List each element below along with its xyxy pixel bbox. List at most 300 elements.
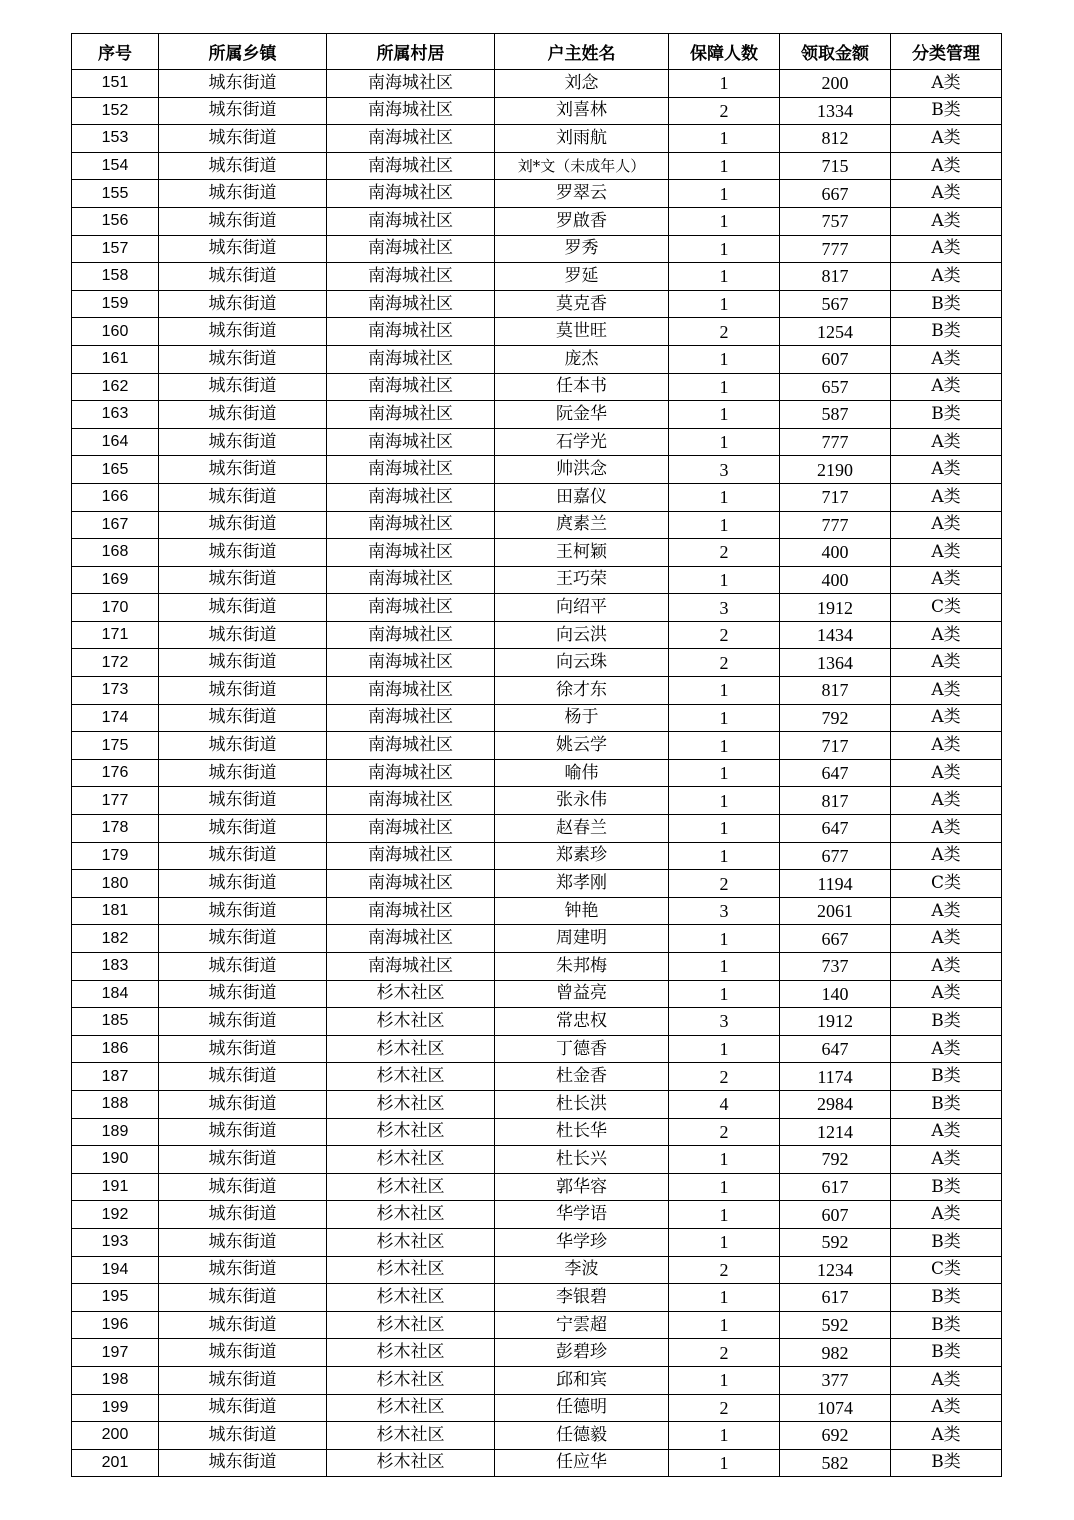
cell-township: 城东街道 bbox=[159, 759, 327, 787]
cell-covered-persons: 1 bbox=[669, 787, 780, 815]
table-row bbox=[72, 1173, 1002, 1201]
cell-village: 南海城社区 bbox=[327, 483, 495, 511]
cell-township: 城东街道 bbox=[159, 1366, 327, 1394]
cell-category: A类 bbox=[891, 345, 1002, 373]
cell-seq: 196 bbox=[72, 1311, 159, 1339]
cell-seq: 170 bbox=[72, 594, 159, 622]
cell-village: 南海城社区 bbox=[327, 815, 495, 843]
cell-covered-persons: 1 bbox=[669, 152, 780, 180]
cell-township: 城东街道 bbox=[159, 235, 327, 263]
cell-category: B类 bbox=[891, 401, 1002, 429]
table-row bbox=[72, 511, 1002, 539]
cell-seq: 189 bbox=[72, 1118, 159, 1146]
cell-seq: 176 bbox=[72, 759, 159, 787]
cell-township: 城东街道 bbox=[159, 1256, 327, 1284]
cell-category: A类 bbox=[891, 1118, 1002, 1146]
cell-seq: 197 bbox=[72, 1339, 159, 1367]
header-seq: 序号 bbox=[72, 34, 159, 70]
cell-covered-persons: 2 bbox=[669, 649, 780, 677]
cell-village: 杉木社区 bbox=[327, 1201, 495, 1229]
cell-category: A类 bbox=[891, 566, 1002, 594]
cell-amount: 792 bbox=[780, 704, 891, 732]
table-row bbox=[72, 566, 1002, 594]
cell-covered-persons: 1 bbox=[669, 566, 780, 594]
cell-amount: 582 bbox=[780, 1449, 891, 1477]
cell-householder-name: 郑素珍 bbox=[495, 842, 669, 870]
table-row bbox=[72, 1228, 1002, 1256]
cell-seq: 153 bbox=[72, 125, 159, 153]
table-row bbox=[72, 1063, 1002, 1091]
cell-householder-name: 王柯颖 bbox=[495, 539, 669, 567]
table-row bbox=[72, 925, 1002, 953]
cell-category: A类 bbox=[891, 180, 1002, 208]
cell-township: 城东街道 bbox=[159, 649, 327, 677]
cell-village: 杉木社区 bbox=[327, 1311, 495, 1339]
cell-covered-persons: 1 bbox=[669, 263, 780, 291]
cell-seq: 179 bbox=[72, 842, 159, 870]
cell-category: A类 bbox=[891, 1146, 1002, 1174]
cell-amount: 777 bbox=[780, 428, 891, 456]
table-row bbox=[72, 1201, 1002, 1229]
header-row bbox=[72, 34, 1002, 70]
cell-covered-persons: 1 bbox=[669, 345, 780, 373]
cell-householder-name: 郭华容 bbox=[495, 1173, 669, 1201]
cell-amount: 692 bbox=[780, 1422, 891, 1450]
cell-category: B类 bbox=[891, 1008, 1002, 1036]
cell-householder-name: 向云洪 bbox=[495, 621, 669, 649]
cell-amount: 377 bbox=[780, 1366, 891, 1394]
cell-covered-persons: 1 bbox=[669, 815, 780, 843]
cell-householder-name: 刘喜林 bbox=[495, 97, 669, 125]
table-row bbox=[72, 704, 1002, 732]
cell-township: 城东街道 bbox=[159, 511, 327, 539]
cell-householder-name: 任本书 bbox=[495, 373, 669, 401]
table-row bbox=[72, 70, 1002, 98]
cell-category: A类 bbox=[891, 483, 1002, 511]
cell-householder-name: 罗秀 bbox=[495, 235, 669, 263]
cell-category: A类 bbox=[891, 235, 1002, 263]
cell-category: A类 bbox=[891, 373, 1002, 401]
cell-township: 城东街道 bbox=[159, 1394, 327, 1422]
cell-village: 杉木社区 bbox=[327, 1090, 495, 1118]
cell-category: A类 bbox=[891, 511, 1002, 539]
cell-covered-persons: 1 bbox=[669, 1311, 780, 1339]
cell-village: 南海城社区 bbox=[327, 787, 495, 815]
cell-covered-persons: 2 bbox=[669, 1063, 780, 1091]
cell-covered-persons: 1 bbox=[669, 290, 780, 318]
table-row bbox=[72, 456, 1002, 484]
cell-township: 城东街道 bbox=[159, 263, 327, 291]
cell-seq: 166 bbox=[72, 483, 159, 511]
cell-householder-name: 杨于 bbox=[495, 704, 669, 732]
cell-amount: 1174 bbox=[780, 1063, 891, 1091]
cell-category: B类 bbox=[891, 1228, 1002, 1256]
cell-householder-name: 宁雲超 bbox=[495, 1311, 669, 1339]
cell-category: A类 bbox=[891, 953, 1002, 981]
cell-amount: 592 bbox=[780, 1311, 891, 1339]
cell-category: A类 bbox=[891, 1394, 1002, 1422]
cell-seq: 190 bbox=[72, 1146, 159, 1174]
cell-householder-name: 郑孝刚 bbox=[495, 870, 669, 898]
cell-category: A类 bbox=[891, 70, 1002, 98]
cell-householder-name: 姚云学 bbox=[495, 732, 669, 760]
cell-householder-name: 向云珠 bbox=[495, 649, 669, 677]
cell-householder-name: 邱和宾 bbox=[495, 1366, 669, 1394]
cell-category: A类 bbox=[891, 152, 1002, 180]
cell-amount: 717 bbox=[780, 732, 891, 760]
cell-category: C类 bbox=[891, 1256, 1002, 1284]
cell-township: 城东街道 bbox=[159, 180, 327, 208]
cell-category: B类 bbox=[891, 1311, 1002, 1339]
cell-category: B类 bbox=[891, 1449, 1002, 1477]
cell-covered-persons: 1 bbox=[669, 1366, 780, 1394]
table-row bbox=[72, 677, 1002, 705]
cell-category: A类 bbox=[891, 649, 1002, 677]
cell-covered-persons: 1 bbox=[669, 1146, 780, 1174]
cell-township: 城东街道 bbox=[159, 953, 327, 981]
cell-amount: 200 bbox=[780, 70, 891, 98]
cell-covered-persons: 2 bbox=[669, 1256, 780, 1284]
table-row bbox=[72, 1090, 1002, 1118]
cell-village: 杉木社区 bbox=[327, 1394, 495, 1422]
cell-householder-name: 杜长洪 bbox=[495, 1090, 669, 1118]
cell-amount: 140 bbox=[780, 980, 891, 1008]
table-row bbox=[72, 401, 1002, 429]
cell-category: A类 bbox=[891, 677, 1002, 705]
cell-covered-persons: 2 bbox=[669, 539, 780, 567]
cell-township: 城东街道 bbox=[159, 1311, 327, 1339]
cell-householder-name: 石学光 bbox=[495, 428, 669, 456]
cell-village: 杉木社区 bbox=[327, 1228, 495, 1256]
cell-householder-name: 常忠权 bbox=[495, 1008, 669, 1036]
cell-covered-persons: 1 bbox=[669, 842, 780, 870]
cell-seq: 155 bbox=[72, 180, 159, 208]
cell-category: A类 bbox=[891, 1201, 1002, 1229]
cell-seq: 174 bbox=[72, 704, 159, 732]
cell-village: 南海城社区 bbox=[327, 290, 495, 318]
cell-amount: 817 bbox=[780, 787, 891, 815]
cell-township: 城东街道 bbox=[159, 1146, 327, 1174]
cell-amount: 777 bbox=[780, 235, 891, 263]
cell-amount: 1214 bbox=[780, 1118, 891, 1146]
cell-householder-name: 徐才东 bbox=[495, 677, 669, 705]
cell-seq: 182 bbox=[72, 925, 159, 953]
cell-seq: 199 bbox=[72, 1394, 159, 1422]
cell-covered-persons: 2 bbox=[669, 318, 780, 346]
cell-category: A类 bbox=[891, 1366, 1002, 1394]
table-row bbox=[72, 1118, 1002, 1146]
table-body bbox=[72, 70, 1002, 1477]
cell-seq: 193 bbox=[72, 1228, 159, 1256]
cell-amount: 777 bbox=[780, 511, 891, 539]
cell-township: 城东街道 bbox=[159, 97, 327, 125]
table-row bbox=[72, 842, 1002, 870]
cell-seq: 163 bbox=[72, 401, 159, 429]
cell-covered-persons: 1 bbox=[669, 1284, 780, 1312]
cell-householder-name: 杜金香 bbox=[495, 1063, 669, 1091]
cell-category: A类 bbox=[891, 897, 1002, 925]
cell-village: 南海城社区 bbox=[327, 263, 495, 291]
cell-seq: 169 bbox=[72, 566, 159, 594]
cell-covered-persons: 1 bbox=[669, 401, 780, 429]
cell-covered-persons: 1 bbox=[669, 925, 780, 953]
cell-category: A类 bbox=[891, 456, 1002, 484]
cell-village: 南海城社区 bbox=[327, 897, 495, 925]
table-row bbox=[72, 759, 1002, 787]
table-row bbox=[72, 539, 1002, 567]
cell-village: 南海城社区 bbox=[327, 925, 495, 953]
cell-township: 城东街道 bbox=[159, 1090, 327, 1118]
cell-seq: 191 bbox=[72, 1173, 159, 1201]
cell-amount: 657 bbox=[780, 373, 891, 401]
cell-amount: 677 bbox=[780, 842, 891, 870]
cell-township: 城东街道 bbox=[159, 456, 327, 484]
cell-township: 城东街道 bbox=[159, 428, 327, 456]
cell-amount: 982 bbox=[780, 1339, 891, 1367]
cell-seq: 156 bbox=[72, 207, 159, 235]
cell-seq: 185 bbox=[72, 1008, 159, 1036]
cell-covered-persons: 1 bbox=[669, 732, 780, 760]
cell-township: 城东街道 bbox=[159, 1201, 327, 1229]
table-row bbox=[72, 1311, 1002, 1339]
cell-category: A类 bbox=[891, 842, 1002, 870]
cell-village: 南海城社区 bbox=[327, 345, 495, 373]
cell-township: 城东街道 bbox=[159, 787, 327, 815]
cell-amount: 812 bbox=[780, 125, 891, 153]
cell-township: 城东街道 bbox=[159, 125, 327, 153]
cell-householder-name: 莫克香 bbox=[495, 290, 669, 318]
cell-covered-persons: 1 bbox=[669, 373, 780, 401]
cell-seq: 152 bbox=[72, 97, 159, 125]
cell-village: 南海城社区 bbox=[327, 235, 495, 263]
cell-village: 南海城社区 bbox=[327, 97, 495, 125]
cell-covered-persons: 1 bbox=[669, 704, 780, 732]
cell-township: 城东街道 bbox=[159, 539, 327, 567]
cell-amount: 2190 bbox=[780, 456, 891, 484]
cell-amount: 1254 bbox=[780, 318, 891, 346]
cell-householder-name: 彭碧珍 bbox=[495, 1339, 669, 1367]
cell-village: 南海城社区 bbox=[327, 704, 495, 732]
cell-village: 杉木社区 bbox=[327, 1339, 495, 1367]
cell-amount: 647 bbox=[780, 759, 891, 787]
table-row bbox=[72, 1366, 1002, 1394]
cell-seq: 184 bbox=[72, 980, 159, 1008]
table-row bbox=[72, 980, 1002, 1008]
cell-covered-persons: 1 bbox=[669, 483, 780, 511]
table-row bbox=[72, 1339, 1002, 1367]
table-row bbox=[72, 263, 1002, 291]
cell-village: 杉木社区 bbox=[327, 1256, 495, 1284]
cell-householder-name: 曾益亮 bbox=[495, 980, 669, 1008]
cell-seq: 181 bbox=[72, 897, 159, 925]
cell-village: 杉木社区 bbox=[327, 1449, 495, 1477]
cell-seq: 171 bbox=[72, 621, 159, 649]
cell-householder-name: 杜长华 bbox=[495, 1118, 669, 1146]
cell-seq: 154 bbox=[72, 152, 159, 180]
cell-category: A类 bbox=[891, 704, 1002, 732]
cell-covered-persons: 1 bbox=[669, 1449, 780, 1477]
cell-amount: 592 bbox=[780, 1228, 891, 1256]
cell-township: 城东街道 bbox=[159, 1284, 327, 1312]
cell-covered-persons: 1 bbox=[669, 511, 780, 539]
cell-householder-name: 帅洪念 bbox=[495, 456, 669, 484]
cell-seq: 192 bbox=[72, 1201, 159, 1229]
cell-seq: 201 bbox=[72, 1449, 159, 1477]
cell-township: 城东街道 bbox=[159, 925, 327, 953]
cell-householder-name: 周建明 bbox=[495, 925, 669, 953]
cell-category: B类 bbox=[891, 1090, 1002, 1118]
cell-seq: 194 bbox=[72, 1256, 159, 1284]
cell-village: 杉木社区 bbox=[327, 1118, 495, 1146]
cell-covered-persons: 1 bbox=[669, 759, 780, 787]
cell-householder-name: 向绍平 bbox=[495, 594, 669, 622]
cell-seq: 167 bbox=[72, 511, 159, 539]
cell-householder-name: 杜长兴 bbox=[495, 1146, 669, 1174]
header-covered-persons: 保障人数 bbox=[669, 34, 780, 70]
cell-covered-persons: 1 bbox=[669, 125, 780, 153]
cell-township: 城东街道 bbox=[159, 1173, 327, 1201]
cell-category: B类 bbox=[891, 1063, 1002, 1091]
cell-covered-persons: 2 bbox=[669, 1339, 780, 1367]
cell-category: B类 bbox=[891, 290, 1002, 318]
cell-covered-persons: 1 bbox=[669, 180, 780, 208]
cell-covered-persons: 2 bbox=[669, 621, 780, 649]
cell-category: A类 bbox=[891, 125, 1002, 153]
cell-seq: 159 bbox=[72, 290, 159, 318]
cell-seq: 162 bbox=[72, 373, 159, 401]
cell-township: 城东街道 bbox=[159, 1063, 327, 1091]
table-row bbox=[72, 125, 1002, 153]
cell-seq: 168 bbox=[72, 539, 159, 567]
table-row bbox=[72, 235, 1002, 263]
cell-householder-name: 李银碧 bbox=[495, 1284, 669, 1312]
cell-township: 城东街道 bbox=[159, 897, 327, 925]
cell-covered-persons: 2 bbox=[669, 870, 780, 898]
cell-amount: 400 bbox=[780, 566, 891, 594]
cell-category: A类 bbox=[891, 980, 1002, 1008]
cell-village: 杉木社区 bbox=[327, 1063, 495, 1091]
table-row bbox=[72, 345, 1002, 373]
table-row bbox=[72, 1256, 1002, 1284]
cell-amount: 817 bbox=[780, 677, 891, 705]
cell-village: 杉木社区 bbox=[327, 1173, 495, 1201]
cell-amount: 587 bbox=[780, 401, 891, 429]
cell-township: 城东街道 bbox=[159, 290, 327, 318]
cell-amount: 1334 bbox=[780, 97, 891, 125]
cell-village: 南海城社区 bbox=[327, 677, 495, 705]
cell-village: 南海城社区 bbox=[327, 621, 495, 649]
cell-covered-persons: 1 bbox=[669, 235, 780, 263]
cell-village: 南海城社区 bbox=[327, 125, 495, 153]
cell-amount: 1194 bbox=[780, 870, 891, 898]
cell-householder-name: 任德明 bbox=[495, 1394, 669, 1422]
cell-covered-persons: 1 bbox=[669, 1201, 780, 1229]
cell-village: 南海城社区 bbox=[327, 566, 495, 594]
cell-category: B类 bbox=[891, 97, 1002, 125]
cell-amount: 715 bbox=[780, 152, 891, 180]
table-row bbox=[72, 1035, 1002, 1063]
table-row bbox=[72, 621, 1002, 649]
cell-village: 南海城社区 bbox=[327, 649, 495, 677]
cell-seq: 172 bbox=[72, 649, 159, 677]
cell-covered-persons: 1 bbox=[669, 980, 780, 1008]
cell-householder-name: 刘*文（未成年人） bbox=[495, 152, 669, 180]
cell-township: 城东街道 bbox=[159, 1228, 327, 1256]
table-row bbox=[72, 1284, 1002, 1312]
cell-amount: 1912 bbox=[780, 1008, 891, 1036]
cell-township: 城东街道 bbox=[159, 1035, 327, 1063]
cell-householder-name: 莫世旺 bbox=[495, 318, 669, 346]
cell-amount: 2061 bbox=[780, 897, 891, 925]
table-row bbox=[72, 483, 1002, 511]
cell-householder-name: 丁德香 bbox=[495, 1035, 669, 1063]
cell-seq: 173 bbox=[72, 677, 159, 705]
cell-covered-persons: 1 bbox=[669, 428, 780, 456]
cell-category: B类 bbox=[891, 1173, 1002, 1201]
cell-village: 南海城社区 bbox=[327, 428, 495, 456]
cell-covered-persons: 2 bbox=[669, 1118, 780, 1146]
cell-covered-persons: 1 bbox=[669, 1228, 780, 1256]
cell-covered-persons: 1 bbox=[669, 677, 780, 705]
cell-village: 南海城社区 bbox=[327, 539, 495, 567]
cell-seq: 187 bbox=[72, 1063, 159, 1091]
cell-amount: 717 bbox=[780, 483, 891, 511]
cell-village: 南海城社区 bbox=[327, 953, 495, 981]
cell-householder-name: 朱邦梅 bbox=[495, 953, 669, 981]
cell-amount: 400 bbox=[780, 539, 891, 567]
table-row bbox=[72, 897, 1002, 925]
cell-amount: 1364 bbox=[780, 649, 891, 677]
cell-township: 城东街道 bbox=[159, 980, 327, 1008]
cell-township: 城东街道 bbox=[159, 1118, 327, 1146]
cell-seq: 183 bbox=[72, 953, 159, 981]
cell-covered-persons: 2 bbox=[669, 1394, 780, 1422]
cell-amount: 792 bbox=[780, 1146, 891, 1174]
cell-amount: 617 bbox=[780, 1284, 891, 1312]
cell-amount: 617 bbox=[780, 1173, 891, 1201]
cell-village: 南海城社区 bbox=[327, 152, 495, 180]
cell-amount: 817 bbox=[780, 263, 891, 291]
cell-seq: 175 bbox=[72, 732, 159, 760]
cell-amount: 607 bbox=[780, 345, 891, 373]
cell-amount: 757 bbox=[780, 207, 891, 235]
cell-householder-name: 阮金华 bbox=[495, 401, 669, 429]
cell-householder-name: 钟艳 bbox=[495, 897, 669, 925]
table-row bbox=[72, 207, 1002, 235]
table-row bbox=[72, 1449, 1002, 1477]
cell-township: 城东街道 bbox=[159, 842, 327, 870]
table-row bbox=[72, 180, 1002, 208]
cell-township: 城东街道 bbox=[159, 373, 327, 401]
table-row bbox=[72, 594, 1002, 622]
cell-village: 南海城社区 bbox=[327, 401, 495, 429]
cell-village: 南海城社区 bbox=[327, 207, 495, 235]
cell-covered-persons: 1 bbox=[669, 1422, 780, 1450]
cell-category: A类 bbox=[891, 539, 1002, 567]
table-row bbox=[72, 1008, 1002, 1036]
cell-township: 城东街道 bbox=[159, 732, 327, 760]
cell-householder-name: 田嘉仪 bbox=[495, 483, 669, 511]
cell-covered-persons: 1 bbox=[669, 70, 780, 98]
cell-village: 南海城社区 bbox=[327, 759, 495, 787]
cell-village: 南海城社区 bbox=[327, 318, 495, 346]
table-row bbox=[72, 649, 1002, 677]
cell-householder-name: 刘念 bbox=[495, 70, 669, 98]
cell-township: 城东街道 bbox=[159, 483, 327, 511]
cell-householder-name: 任应华 bbox=[495, 1449, 669, 1477]
cell-township: 城东街道 bbox=[159, 594, 327, 622]
cell-village: 南海城社区 bbox=[327, 842, 495, 870]
